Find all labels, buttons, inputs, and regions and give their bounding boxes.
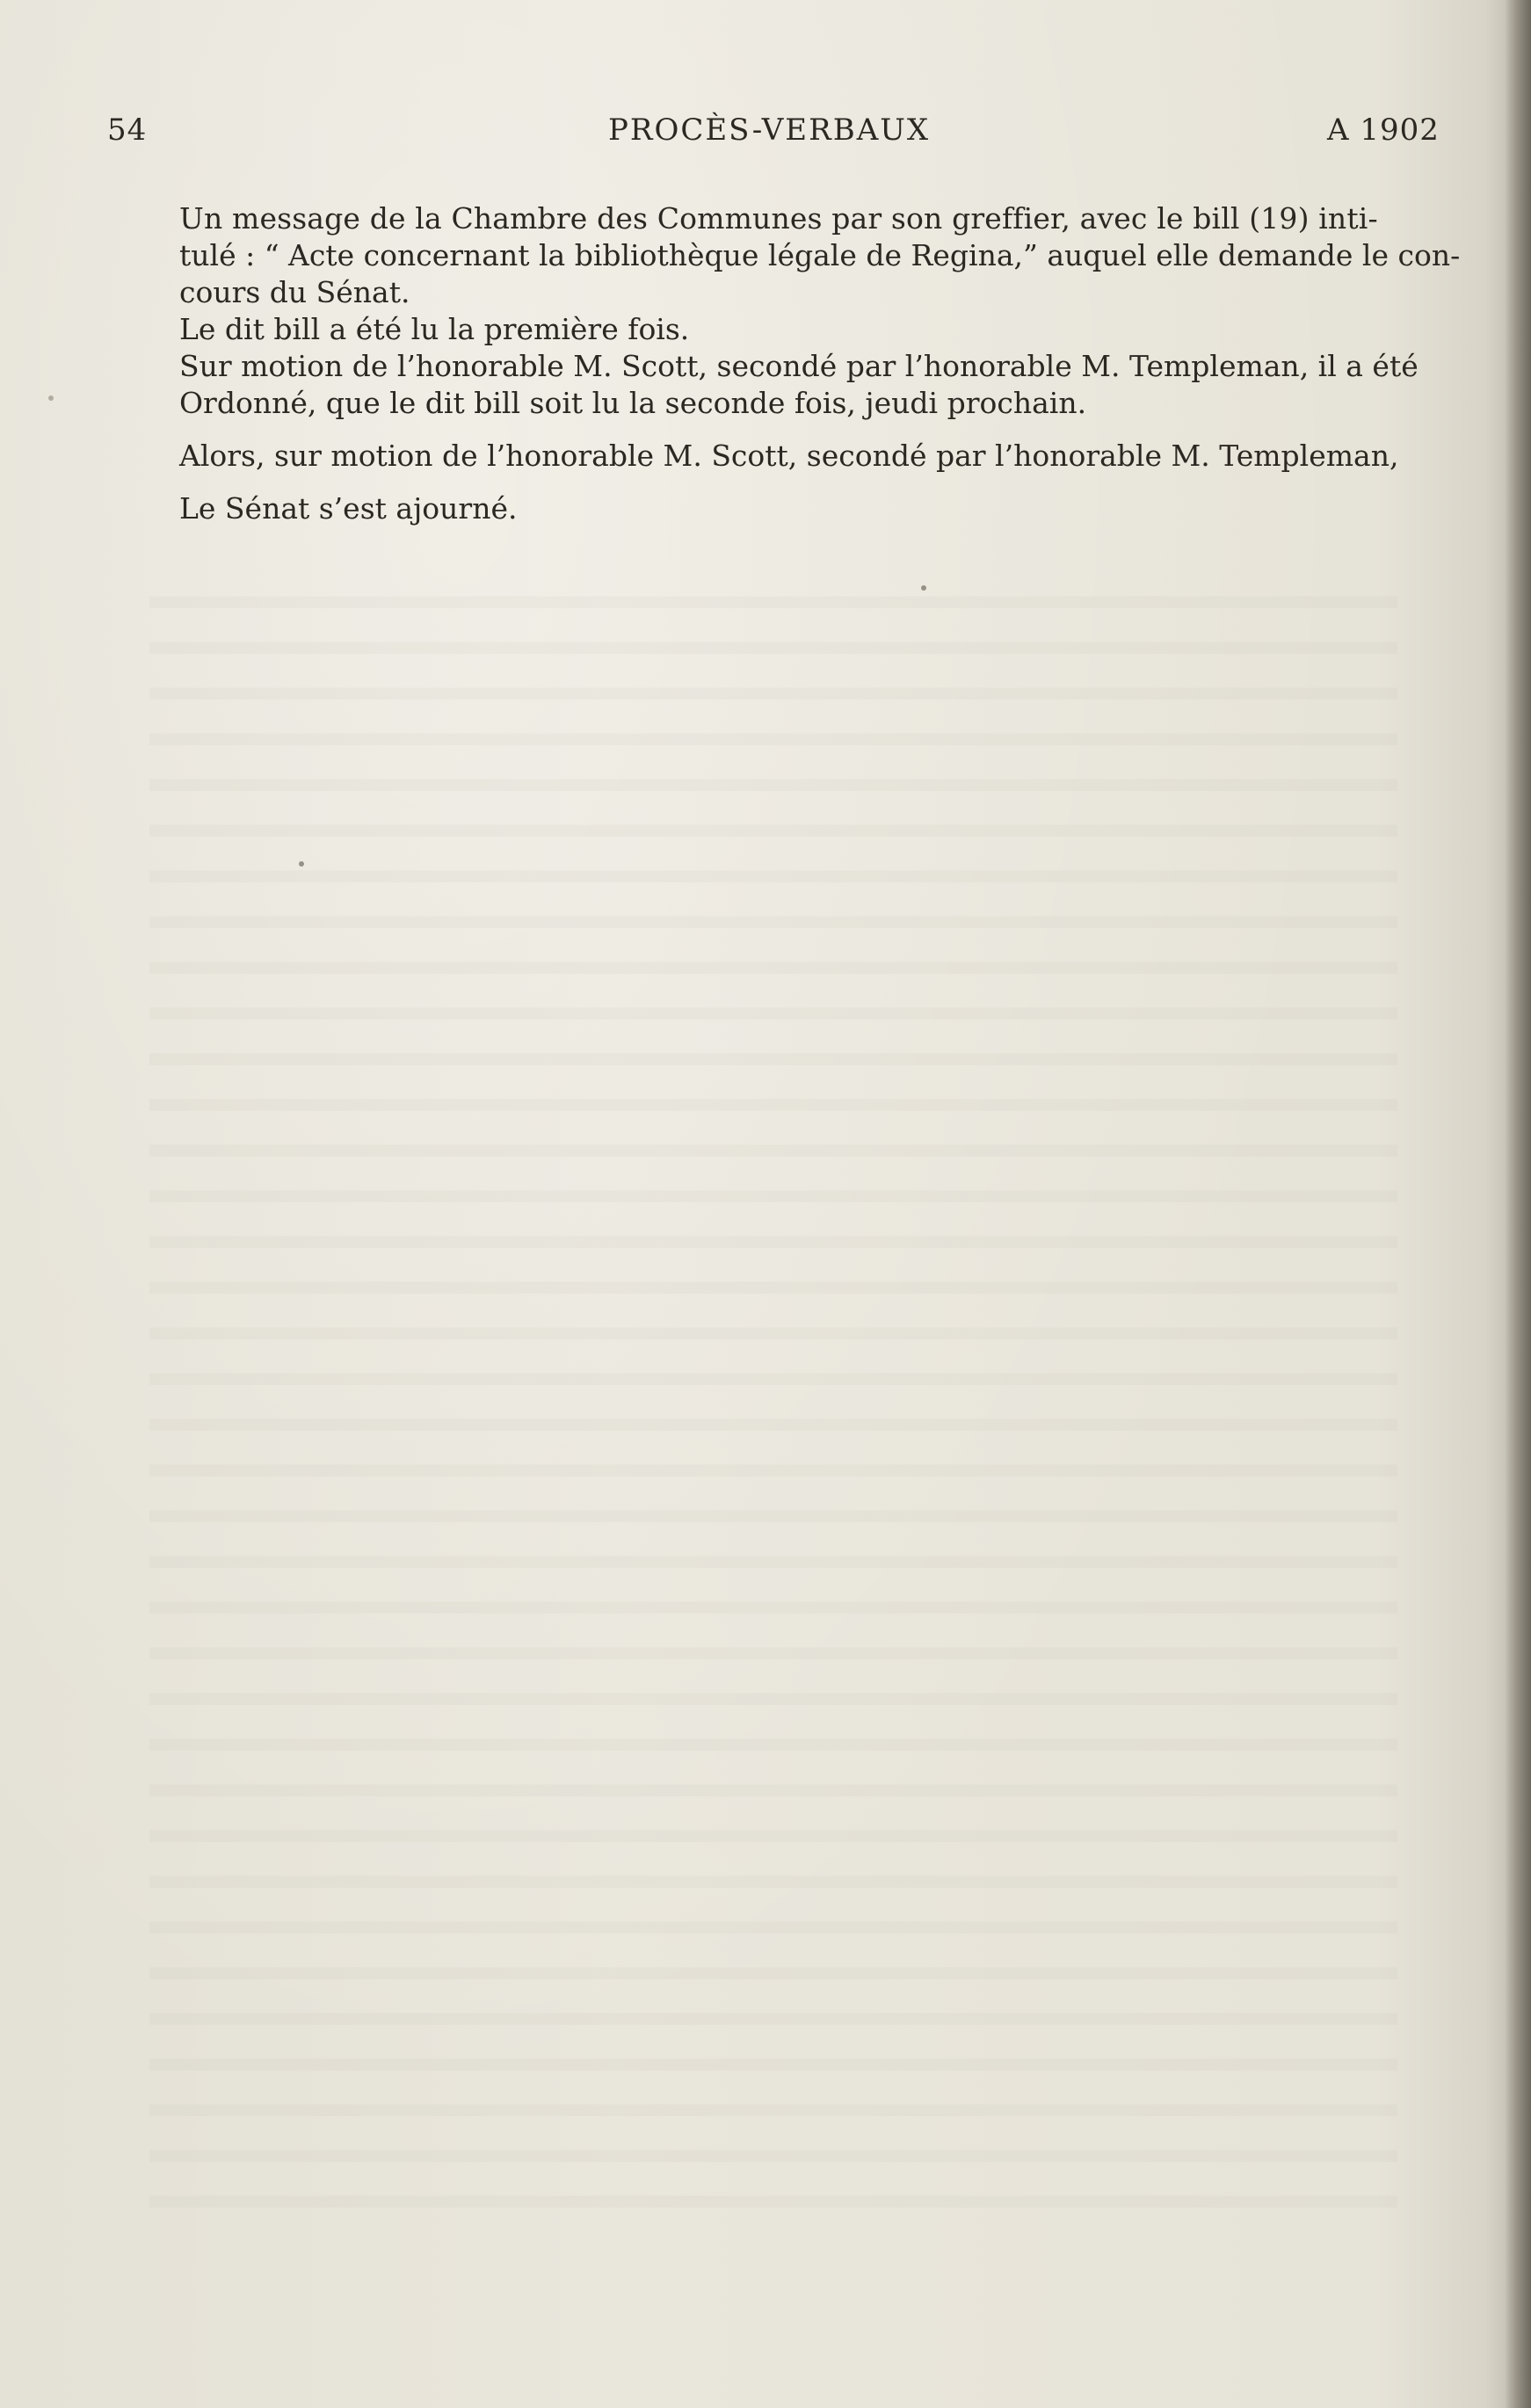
header-year: A 1902 xyxy=(1327,112,1440,148)
text-line: Sur motion de l’honorable M. Scott, secondé par l’honorable M. Templeman, il a été xyxy=(179,349,1419,383)
page-number: 54 xyxy=(107,112,148,148)
text-line: cours du Sénat. xyxy=(179,275,410,309)
text-line: Ordonné, que le dit bill soit lu la seconde fois, jeudi prochain. xyxy=(179,386,1087,420)
paper-speck xyxy=(921,585,926,591)
header-title: PROCÈS-VERBAUX xyxy=(608,112,931,148)
paragraph-motion-second-reading xyxy=(179,348,1440,422)
minutes-body xyxy=(179,200,1461,527)
show-through-texture xyxy=(149,562,1397,2232)
paragraph-adjourned xyxy=(179,490,1440,527)
paper-speck xyxy=(299,861,304,867)
text-line: Un message de la Chambre des Communes par son greffier, avec le bill (19) inti- xyxy=(179,201,1378,236)
text-line: tulé : “ Acte concernant la bibliothèque légale de Regina,” auquel elle demande le con- xyxy=(179,238,1461,272)
paragraph-first-reading xyxy=(179,311,1440,348)
text-line: Le dit bill a été lu la première fois. xyxy=(179,312,690,346)
paragraph-message xyxy=(179,200,1461,311)
paragraph-motion-adjourn xyxy=(179,438,1440,475)
text-line: Alors, sur motion de l’honorable M. Scott, secondé par l’honorable M. Templeman, xyxy=(179,439,1399,473)
paper-speck xyxy=(48,395,54,401)
running-header xyxy=(107,112,1443,156)
text-line: Le Sénat s’est ajourné. xyxy=(179,491,518,526)
page-spine-shadow xyxy=(1505,0,1531,2408)
